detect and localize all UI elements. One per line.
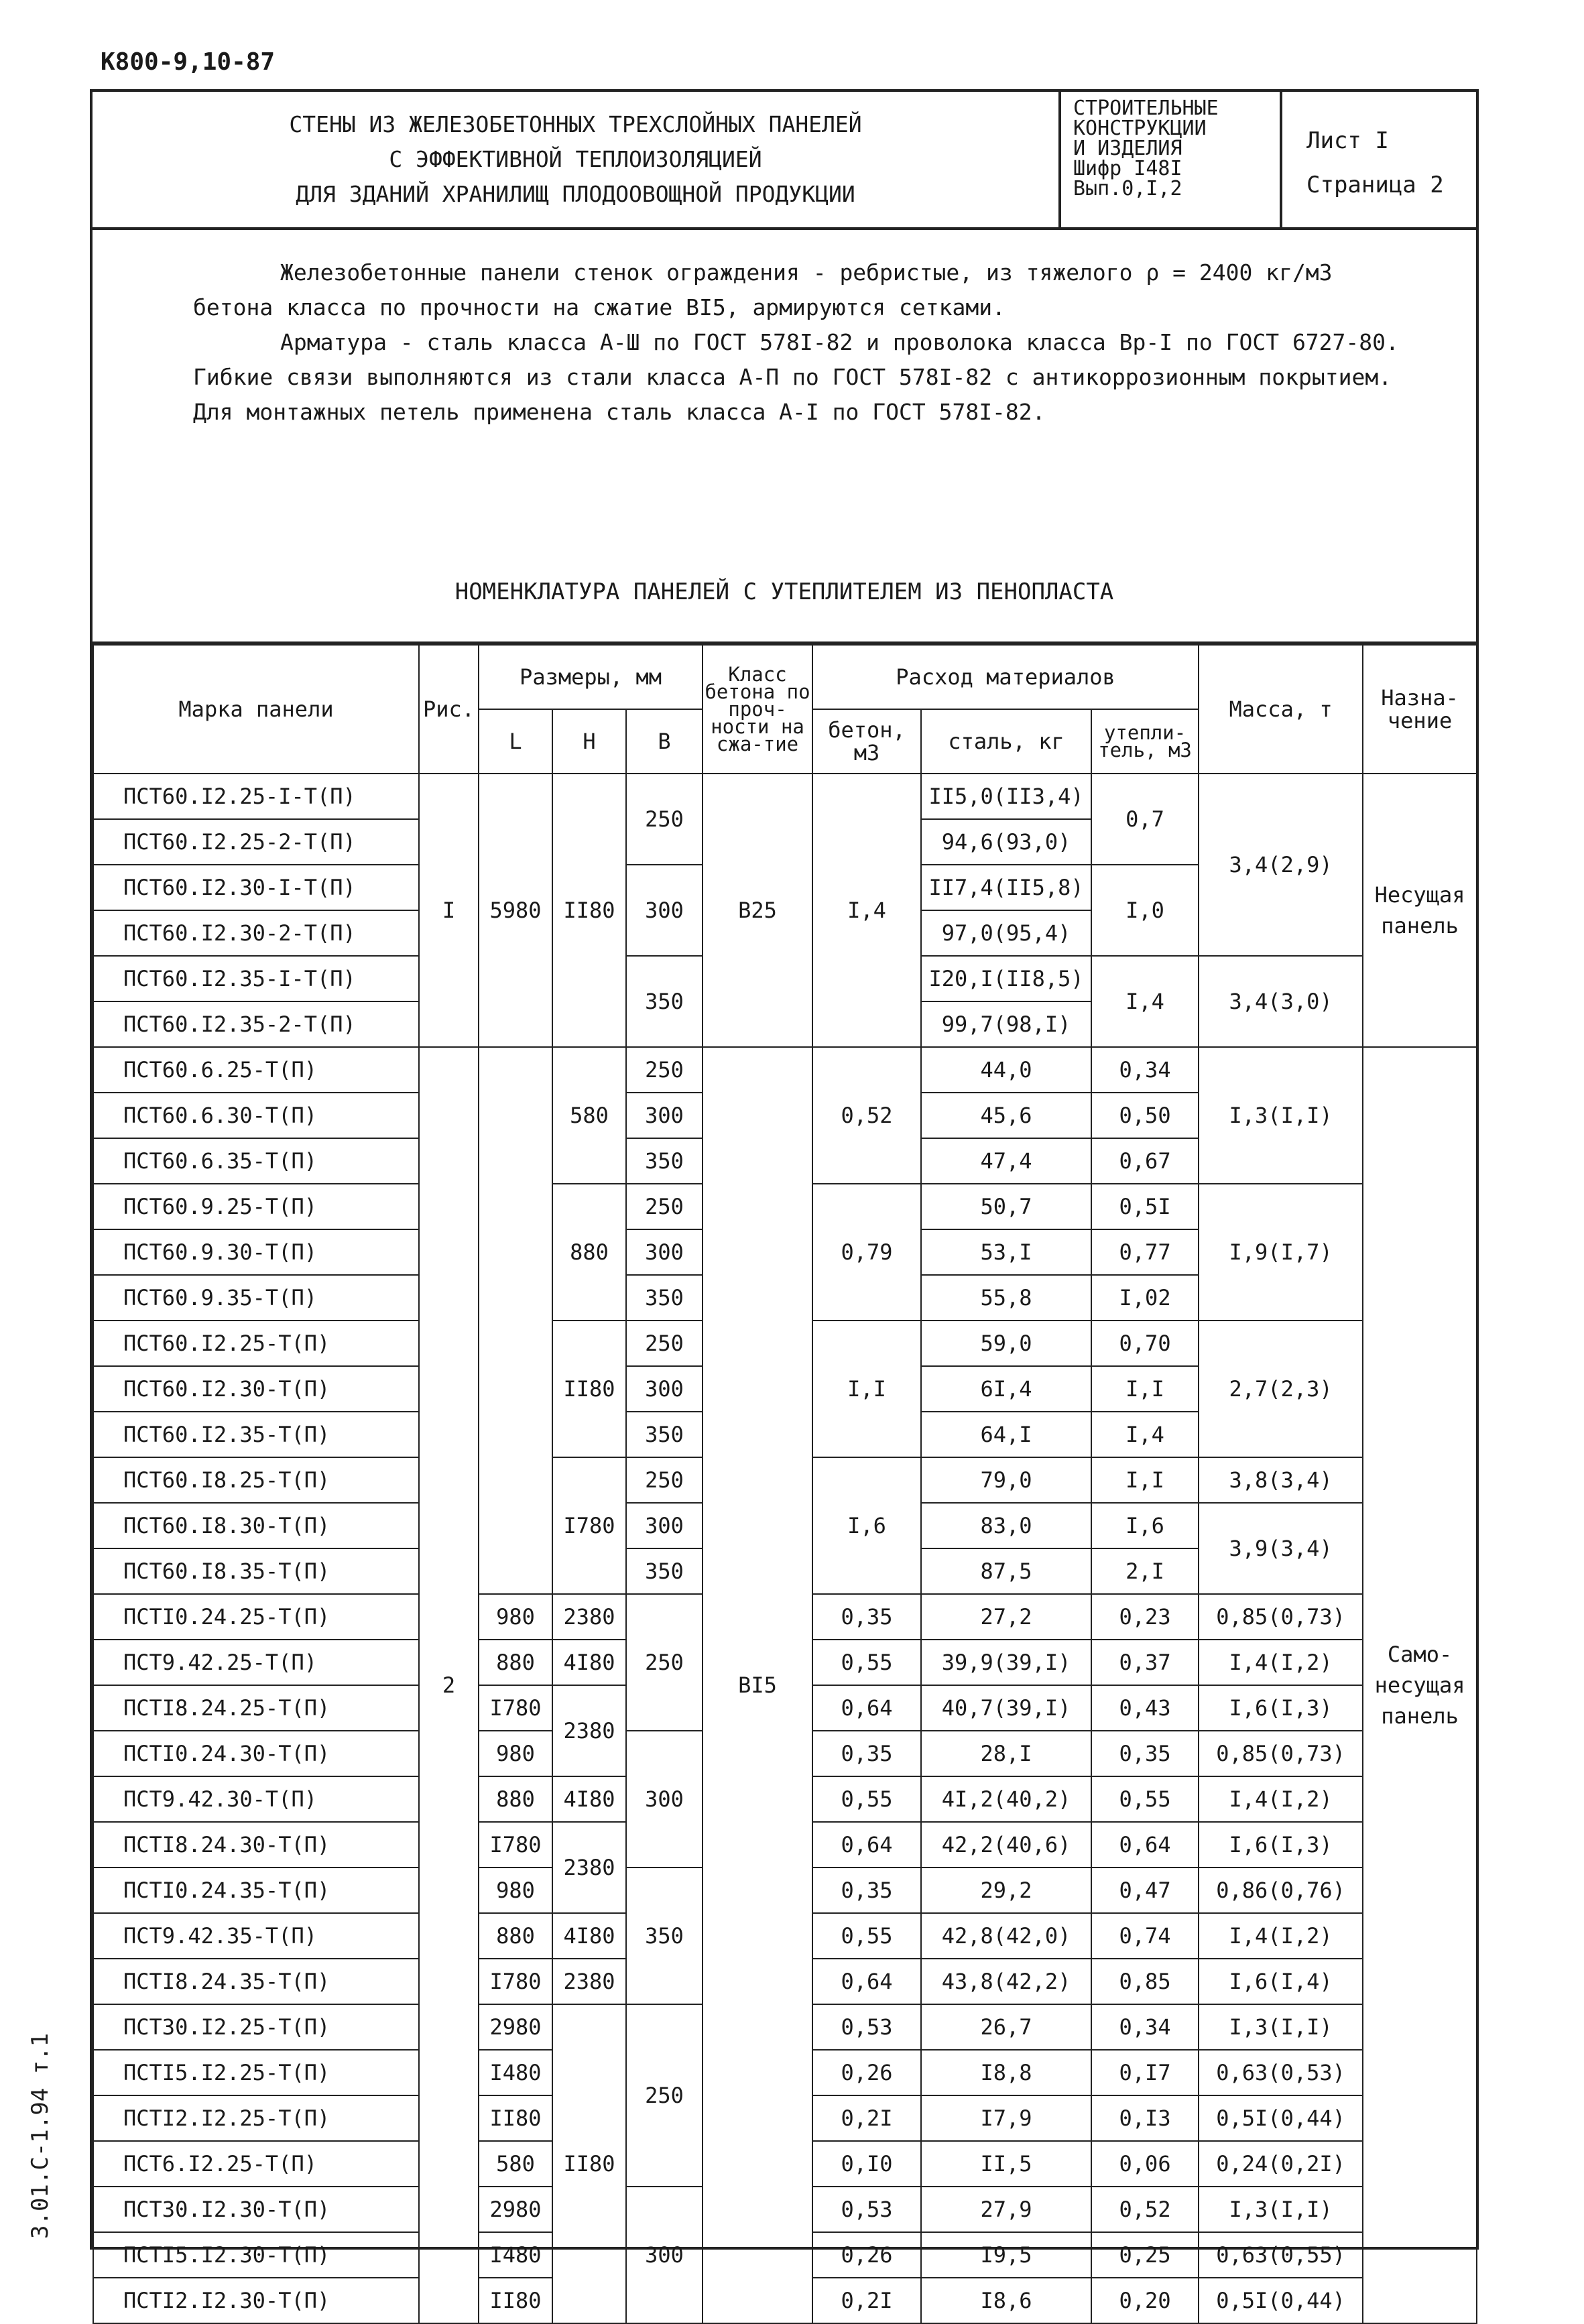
cell-mass: I,3(I,I) [1199,2004,1363,2050]
cell-insulation: 0,25 [1091,2232,1199,2278]
cell-height: 4I80 [552,1640,626,1685]
cell-mark: ПСТ60.6.30-Т(П) [93,1093,419,1138]
cell-insulation: 0,06 [1091,2141,1199,2187]
cell-insulation: I,0 [1091,865,1199,956]
cell-width: 300 [626,2187,703,2323]
series-line: КОНСТРУКЦИИ [1073,117,1207,140]
cell-height: II80 [552,1321,626,1457]
cell-insulation: 0,85 [1091,1959,1199,2004]
cell-steel: 59,0 [921,1321,1091,1366]
cell-steel: 94,6(93,0) [921,819,1091,865]
cell-mass: 0,5I(0,44) [1199,2095,1363,2141]
cell-mark: ПСТ60.I2.35-I-Т(П) [93,956,419,1001]
cell-mark: ПСТ60.I2.35-Т(П) [93,1412,419,1457]
cell-concrete: I,4 [812,774,921,1047]
note-paragraph: Железобетонные панели стенок ограждения - ребристые, из тяжелого ρ = 2400 кг/м3 [280,259,1333,286]
cell-concrete: 0,79 [812,1184,921,1321]
header-concrete-class: Класс бетона по проч-ности на сжа-тие [703,645,812,774]
cell-length [479,1047,552,1594]
cell-concrete: 0,53 [812,2187,921,2232]
cell-steel: II7,4(II5,8) [921,865,1091,910]
cell-insulation: I,02 [1091,1275,1199,1321]
cell-mark: ПСТ9.42.35-Т(П) [93,1913,419,1959]
cell-mass: I,9(I,7) [1199,1184,1363,1321]
cell-mark: ПСТI5.I2.25-Т(П) [93,2050,419,2095]
cell-mark: ПСТ60.I2.35-2-Т(П) [93,1001,419,1047]
series-line: И ИЗДЕЛИЯ [1073,137,1182,160]
cell-mark: ПСТ60.I8.25-Т(П) [93,1457,419,1503]
cell-mark: ПСТ60.I2.30-Т(П) [93,1366,419,1412]
header-dims: Размеры, мм [479,645,703,709]
cell-concrete: I,I [812,1321,921,1457]
cell-width: 250 [626,2004,703,2187]
series-line: Вып.0,I,2 [1073,177,1182,200]
cell-steel: 40,7(39,I) [921,1685,1091,1731]
page-number: Страница 2 [1306,172,1444,198]
cell-length: 980 [479,1868,552,1913]
cell-insulation: 0,23 [1091,1594,1199,1640]
cell-mass: 0,86(0,76) [1199,1868,1363,1913]
cell-width: 350 [626,1548,703,1594]
cell-length: 980 [479,1731,552,1776]
cell-height: 2380 [552,1959,626,2004]
cell-mass: I,4(I,2) [1199,1776,1363,1822]
title-line: С ЭФФЕКТИВНОЙ ТЕПЛОИЗОЛЯЦИЕЙ [389,146,762,172]
cell-fig: 2 [419,1047,479,2323]
cell-length: 880 [479,1776,552,1822]
cell-width: 250 [626,1047,703,1093]
cell-width: 250 [626,1321,703,1366]
cell-concrete-class: В25 [703,774,812,1047]
cell-insulation: 0,35 [1091,1731,1199,1776]
cell-mark: ПСТ60.9.30-Т(П) [93,1229,419,1275]
cell-mass: 3,9(3,4) [1199,1503,1363,1594]
cell-mark: ПСТ60.9.35-Т(П) [93,1275,419,1321]
cell-length: 880 [479,1640,552,1685]
cell-steel: I20,I(II8,5) [921,956,1091,1001]
cell-mass: I,3(I,I) [1199,1047,1363,1184]
cell-mark: ПСТ60.6.35-Т(П) [93,1138,419,1184]
cell-concrete: 0,35 [812,1594,921,1640]
cell-width: 300 [626,1093,703,1138]
cell-mark: ПСТI0.24.30-Т(П) [93,1731,419,1776]
cell-mark: ПСТI8.24.25-Т(П) [93,1685,419,1731]
cell-insulation: 0,34 [1091,2004,1199,2050]
notes-section [93,230,1476,644]
cell-mass: 3,4(2,9) [1199,774,1363,956]
cell-steel: II5,0(II3,4) [921,774,1091,819]
cell-steel: 28,I [921,1731,1091,1776]
note-paragraph: Для монтажных петель применена сталь класса А-I по ГОСТ 578I-82. [193,399,1046,425]
cell-length: I480 [479,2232,552,2278]
cell-mark: ПСТ60.I8.30-Т(П) [93,1503,419,1548]
cell-concrete: 0,35 [812,1868,921,1913]
cell-steel: 64,I [921,1412,1091,1457]
cell-mass: I,4(I,2) [1199,1913,1363,1959]
cell-steel: 42,8(42,0) [921,1913,1091,1959]
cell-steel: 44,0 [921,1047,1091,1093]
cell-steel: 27,2 [921,1594,1091,1640]
cell-mark: ПСТI0.24.35-Т(П) [93,1868,419,1913]
nomenclature-table [93,644,1477,2324]
cell-concrete: 0,26 [812,2050,921,2095]
header-materials: Расход материалов [812,645,1199,709]
cell-insulation: 0,34 [1091,1047,1199,1093]
cell-mark: ПСТI8.24.30-Т(П) [93,1822,419,1868]
cell-insulation: I,I [1091,1457,1199,1503]
cell-insulation: 0,47 [1091,1868,1199,1913]
cell-length: II80 [479,2278,552,2323]
cell-concrete: I,6 [812,1457,921,1594]
cell-insulation: I,6 [1091,1503,1199,1548]
series-line: Шифр I48I [1073,157,1182,180]
cell-steel: 26,7 [921,2004,1091,2050]
cell-width: 350 [626,1412,703,1457]
cell-length: I780 [479,1685,552,1731]
cell-mark: ПСТ60.9.25-Т(П) [93,1184,419,1229]
document-frame [90,89,1479,2313]
note-paragraph: Арматура - сталь класса А-Ш по ГОСТ 578I-82 и проволока класса Вр-I по ГОСТ 6727-80. [280,329,1399,355]
header-purpose: Назна-чение [1363,645,1477,774]
cell-insulation: 0,7 [1091,774,1199,865]
cell-insulation: 0,52 [1091,2187,1199,2232]
cell-insulation: 0,55 [1091,1776,1199,1822]
cell-width: 250 [626,1184,703,1229]
cell-mark: ПСТ60.I2.25-Т(П) [93,1321,419,1366]
cell-insulation: 0,67 [1091,1138,1199,1184]
cell-mark: ПСТI2.I2.30-Т(П) [93,2278,419,2323]
cell-steel: 4I,2(40,2) [921,1776,1091,1822]
cell-steel: I8,6 [921,2278,1091,2323]
cell-height: 4I80 [552,1776,626,1822]
header-insulation: утепли-тель, м3 [1091,709,1199,774]
cell-length: 980 [479,1594,552,1640]
cell-concrete: 0,52 [812,1047,921,1184]
cell-insulation: 0,64 [1091,1822,1199,1868]
cell-insulation: 2,I [1091,1548,1199,1594]
cell-mark: ПСТ60.6.25-Т(П) [93,1047,419,1093]
cell-mark: ПСТ30.I2.30-Т(П) [93,2187,419,2232]
cell-mass: 0,85(0,73) [1199,1731,1363,1776]
cell-steel: 43,8(42,2) [921,1959,1091,2004]
header-b: В [626,709,703,774]
cell-steel: 83,0 [921,1503,1091,1548]
cell-insulation: 0,70 [1091,1321,1199,1366]
cell-steel: 99,7(98,I) [921,1001,1091,1047]
cell-concrete: 0,I0 [812,2141,921,2187]
cell-concrete: 0,53 [812,2004,921,2050]
title-line: СТЕНЫ ИЗ ЖЕЛЕЗОБЕТОННЫХ ТРЕХСЛОЙНЫХ ПАНЕЛЕЙ [289,111,862,137]
note-paragraph: Гибкие связи выполняются из стали класса А-П по ГОСТ 578I-82 с антикоррозионным покрытием. [193,364,1392,390]
cell-length: 2980 [479,2187,552,2232]
cell-mark: ПСТ60.I2.25-I-Т(П) [93,774,419,819]
sheet-number: Лист I [1306,127,1389,154]
cell-height: 4I80 [552,1913,626,1959]
title-block-name [93,92,1061,227]
cell-mark: ПСТ9.42.30-Т(П) [93,1776,419,1822]
cell-height: II80 [552,774,626,1047]
table-body [93,774,1477,2323]
cell-mark: ПСТI5.I2.30-Т(П) [93,2232,419,2278]
cell-steel: II,5 [921,2141,1091,2187]
cell-height: I780 [552,1457,626,1594]
cell-height: 880 [552,1184,626,1321]
cell-width: 350 [626,1138,703,1184]
cell-mass: I,3(I,I) [1199,2187,1363,2232]
cell-mass: 0,24(0,2I) [1199,2141,1363,2187]
cell-mark: ПСТ60.I8.35-Т(П) [93,1548,419,1594]
cell-height: 580 [552,1047,626,1184]
cell-purpose: Само-несущая панель [1363,1047,1477,2323]
cell-insulation: I,I [1091,1366,1199,1412]
cell-steel: 45,6 [921,1093,1091,1138]
cell-height: 2380 [552,1685,626,1776]
cell-steel: 47,4 [921,1138,1091,1184]
cell-mass: 0,63(0,55) [1199,2232,1363,2278]
cell-insulation: 0,I3 [1091,2095,1199,2141]
cell-steel: 29,2 [921,1868,1091,1913]
cell-mark: ПСТ60.I2.30-2-Т(П) [93,910,419,956]
header-l: L [479,709,552,774]
cell-insulation: 0,77 [1091,1229,1199,1275]
title-line: ДЛЯ ЗДАНИЙ ХРАНИЛИЩ ПЛОДООВОЩНОЙ ПРОДУКЦИИ [296,181,855,207]
cell-length: 2980 [479,2004,552,2050]
cell-mass: 2,7(2,3) [1199,1321,1363,1457]
title-block [93,92,1476,230]
cell-mark: ПСТI0.24.25-Т(П) [93,1594,419,1640]
cell-steel: 6I,4 [921,1366,1091,1412]
header-h: Н [552,709,626,774]
cell-mass: I,4(I,2) [1199,1640,1363,1685]
cell-concrete: 0,35 [812,1731,921,1776]
cell-steel: 55,8 [921,1275,1091,1321]
cell-insulation: 0,5I [1091,1184,1199,1229]
cell-mark: ПСТ9.42.25-Т(П) [93,1640,419,1685]
table-row [93,774,1477,819]
cell-insulation: 0,20 [1091,2278,1199,2323]
cell-fig: I [419,774,479,1047]
cell-concrete-class: BI5 [703,1047,812,2323]
cell-concrete: 0,64 [812,1685,921,1731]
cell-mark: ПСТ60.I2.25-2-Т(П) [93,819,419,865]
cell-mark: ПСТI8.24.35-Т(П) [93,1959,419,2004]
cell-insulation: 0,43 [1091,1685,1199,1731]
cell-steel: 87,5 [921,1548,1091,1594]
cell-insulation: I,4 [1091,956,1199,1047]
cell-length: 5980 [479,774,552,1047]
cell-steel: 50,7 [921,1184,1091,1229]
cell-insulation: I,4 [1091,1412,1199,1457]
cell-steel: 27,9 [921,2187,1091,2232]
cell-insulation: 0,37 [1091,1640,1199,1685]
cell-width: 300 [626,1366,703,1412]
cell-width: 300 [626,1229,703,1275]
cell-mass: I,6(I,3) [1199,1685,1363,1731]
header-mass: Масса, т [1199,645,1363,774]
cell-steel: 97,0(95,4) [921,910,1091,956]
cell-steel: 39,9(39,I) [921,1640,1091,1685]
cell-purpose: Несущая панель [1363,774,1477,1047]
cell-mass: 3,4(3,0) [1199,956,1363,1047]
cell-mark: ПСТ30.I2.25-Т(П) [93,2004,419,2050]
cell-length: II80 [479,2095,552,2141]
cell-concrete: 0,2I [812,2095,921,2141]
table-title: НОМЕНКЛАТУРА ПАНЕЛЕЙ С УТЕПЛИТЕЛЕМ ИЗ ПЕНОПЛАСТА [454,578,1114,605]
cell-height: 2380 [552,1822,626,1913]
cell-width: 350 [626,956,703,1047]
cell-width: 250 [626,774,703,865]
cell-mass: I,6(I,4) [1199,1959,1363,2004]
cell-steel: I9,5 [921,2232,1091,2278]
series-line: СТРОИТЕЛЬНЫЕ [1073,97,1219,120]
cell-mark: ПСТ60.I2.30-I-Т(П) [93,865,419,910]
cell-concrete: 0,64 [812,1959,921,2004]
cell-steel: I8,8 [921,2050,1091,2095]
cell-length: I780 [479,1822,552,1868]
cell-mass: I,6(I,3) [1199,1822,1363,1868]
cell-width: 300 [626,1503,703,1548]
cell-mark: ПСТ6.I2.25-Т(П) [93,2141,419,2187]
cell-insulation: 0,74 [1091,1913,1199,1959]
cell-mass: 3,8(3,4) [1199,1457,1363,1503]
cell-height: 2380 [552,1594,626,1640]
cell-length: I780 [479,1959,552,2004]
cell-steel: 79,0 [921,1457,1091,1503]
cell-concrete: 0,2I [812,2278,921,2323]
cell-mass: 0,5I(0,44) [1199,2278,1363,2323]
cell-steel: I7,9 [921,2095,1091,2141]
side-code: 3.01.С-1.94 т.1 [27,2032,54,2239]
cell-length: 880 [479,1913,552,1959]
header-steel: сталь, кг [921,709,1091,774]
cell-mark: ПСТI2.I2.25-Т(П) [93,2095,419,2141]
title-block-sheet [1282,92,1476,227]
cell-width: 300 [626,865,703,956]
cell-length: 580 [479,2141,552,2187]
cell-width: 250 [626,1457,703,1503]
cell-concrete: 0,55 [812,1776,921,1822]
document-code: К800-9,10-87 [101,48,276,76]
cell-mass: 0,85(0,73) [1199,1594,1363,1640]
cell-width: 300 [626,1731,703,1868]
cell-concrete: 0,55 [812,1913,921,1959]
table-row [93,1047,1477,1093]
cell-steel: 42,2(40,6) [921,1822,1091,1868]
note-paragraph: бетона класса по прочности на сжатие BI5, армируются сетками. [193,294,1006,320]
cell-concrete: 0,55 [812,1640,921,1685]
cell-width: 350 [626,1275,703,1321]
cell-length: I480 [479,2050,552,2095]
header-mark: Марка панели [93,645,419,774]
title-block-series [1061,92,1282,227]
cell-steel: 53,I [921,1229,1091,1275]
header-fig: Рис. [419,645,479,774]
header-concrete: бетон, м3 [812,709,921,774]
cell-width: 250 [626,1594,703,1731]
cell-concrete: 0,64 [812,1822,921,1868]
cell-insulation: 0,50 [1091,1093,1199,1138]
cell-concrete: 0,26 [812,2232,921,2278]
cell-width: 350 [626,1868,703,2004]
cell-mass: 0,63(0,53) [1199,2050,1363,2095]
cell-insulation: 0,I7 [1091,2050,1199,2095]
cell-height: II80 [552,2004,626,2323]
